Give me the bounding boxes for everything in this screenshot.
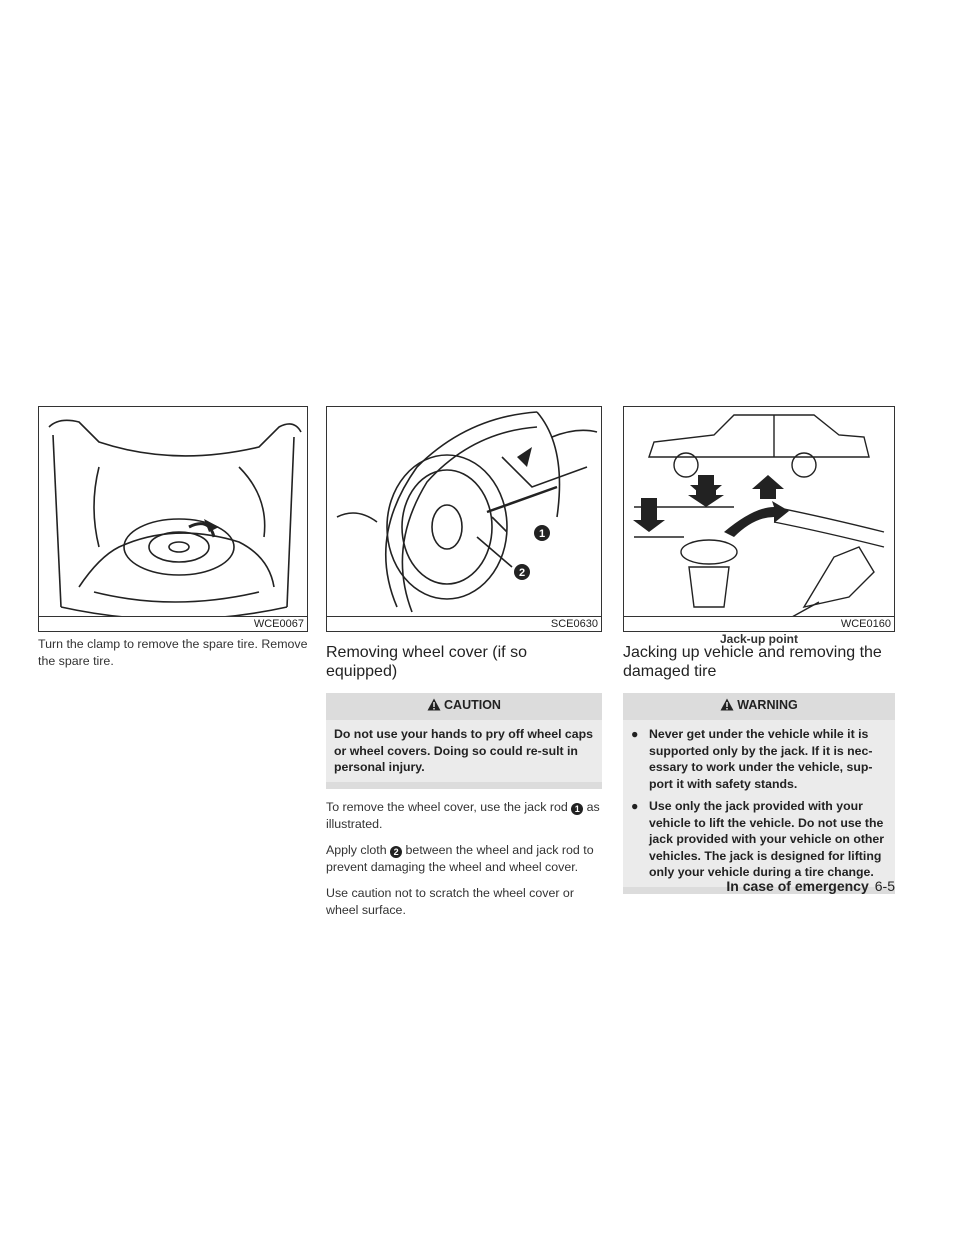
caution-header [326,693,602,720]
page-number: 6-5 [874,878,895,894]
warning-triangle-icon [720,698,734,714]
caution-text: Do not use your hands to pry off wheel caps or wheel covers. Doing so could re-sult in personal injury. [326,720,602,782]
figure-code: SCE0630 [550,618,598,630]
jack-up-illustration [624,407,895,632]
callout-2: 2 [518,567,526,579]
warning-box [623,693,895,894]
warning-title: WARNING [737,698,798,712]
warning-item-text: Use only the jack provided with your vehicle to lift the vehicle. Do not use the jack provided with your vehicle on other vehicles. The jack is designed for lifting only your vehicle during a tire change. [649,799,885,879]
scratch-caution-paragraph: Use caution not to scratch the wheel cover or wheel surface. [326,885,574,917]
spare-tire-paragraph: Turn the clamp to remove the spare tire. Remove the spare tire. [38,637,308,668]
jack-rod-text-end: as illustrated. [326,799,600,831]
caution-box [326,693,602,789]
figure-code: WCE0067 [253,618,304,630]
cloth-text-end: between the wheel and jack rod to prevent damaging the wheel and wheel cover. [326,842,594,874]
warning-triangle-icon [427,698,441,714]
warning-list [631,726,887,881]
column-1 [38,636,308,679]
spare-tire-illustration [39,407,308,632]
callout-1-badge: 1 [571,803,583,815]
bullet: ● [631,799,639,813]
figure-caption-jack-up-point: Jack-up point [719,632,798,646]
figure-code: WCE0160 [840,618,891,630]
section-heading-jacking-up: Jacking up vehicle and removing the damaged tire [623,644,882,680]
warning-header [623,693,895,720]
warning-item [631,798,887,881]
jack-rod-text: To remove the wheel cover, use the jack rod [326,799,568,814]
warning-item [631,726,887,792]
page-footer [726,878,895,894]
warning-item-text: Never get under the vehicle while it is supported only by the jack. If it is nec-essary to work under the vehicle, sup-port it with safety stands. [649,727,873,791]
cloth-text: Apply cloth [326,842,387,857]
figure-jack-up-point [623,406,895,632]
jack-rod-paragraph [326,799,602,833]
figure-wheel-cover-removal [326,406,602,632]
column-2 [326,636,602,928]
figure-spare-tire-trunk [38,406,308,632]
column-3 [623,636,895,904]
cloth-paragraph [326,842,602,876]
callout-2-badge: 2 [390,846,402,858]
callout-1: 1 [538,528,546,540]
section-heading-wheel-cover: Removing wheel cover (if so equipped) [326,644,527,680]
warning-body [623,720,895,887]
wheel-cover-illustration [327,407,602,632]
bullet: ● [631,727,639,741]
footer-section-title: In case of emergency [726,878,869,894]
caution-title: CAUTION [444,698,501,712]
